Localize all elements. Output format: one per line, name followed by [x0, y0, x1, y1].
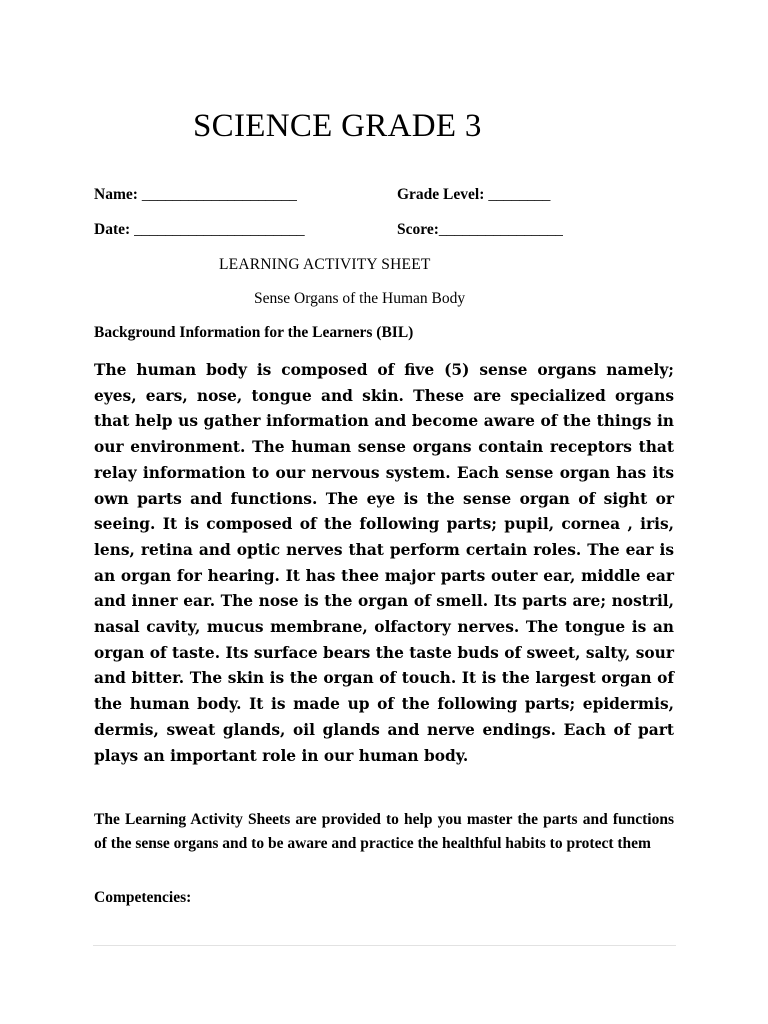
date-field	[94, 221, 305, 239]
name-label: Name:	[94, 186, 138, 203]
las-purpose-paragraph: The Learning Activity Sheets are provided to help you master the parts and functions of the sense organs and to be aware and practice the healthful habits to protect them	[94, 811, 674, 852]
score-field	[397, 221, 563, 239]
grade-level-blank-line: ________	[488, 186, 551, 203]
score-blank-line: ________________	[438, 221, 563, 238]
date-blank-line: ______________________	[134, 221, 305, 238]
competencies-heading: Competencies:	[94, 889, 192, 906]
grade-level-field	[397, 186, 550, 204]
name-field	[94, 186, 297, 204]
score-label: Score:	[397, 221, 439, 238]
name-blank-line: ____________________	[141, 186, 297, 203]
date-label: Date:	[94, 221, 131, 238]
grade-level-label: Grade Level:	[397, 186, 485, 203]
background-paragraph: The human body is composed of five (5) sense organs namely; eyes, ears, nose, tongue and skin. These are specialized organs that help us gather information and become aware of the things in our environment. The human sense organs contain receptors that relay information to our nervous system. Each sense organ has its own parts and functions. The eye is the sense organ of sight or seeing. It is composed of the following parts; pupil, cornea , iris, lens, retina and optic nerves that perform certain roles. The ear is an organ for hearing. It has thee major parts outer ear, middle ear and inner ear. The nose is the organ of smell. Its parts are; nostril, nasal cavity, mucus membrane, olfactory nerves. The tongue is an organ of taste. Its surface bears the taste buds of sweet, salty, sour and bitter. The skin is the organ of touch. It is the largest organ of the human body. It is made up of the following parts; epidermis, dermis, sweat glands, oil glands and nerve endings. Each of part plays an important role in our human body.	[94, 361, 674, 765]
page-divider	[93, 945, 676, 946]
sheet-topic: Sense Organs of the Human Body	[254, 290, 466, 307]
bil-heading: Background Information for the Learners (BIL)	[94, 324, 414, 341]
sheet-title: LEARNING ACTIVITY SHEET	[219, 256, 431, 273]
page-title: SCIENCE GRADE 3	[193, 108, 482, 144]
